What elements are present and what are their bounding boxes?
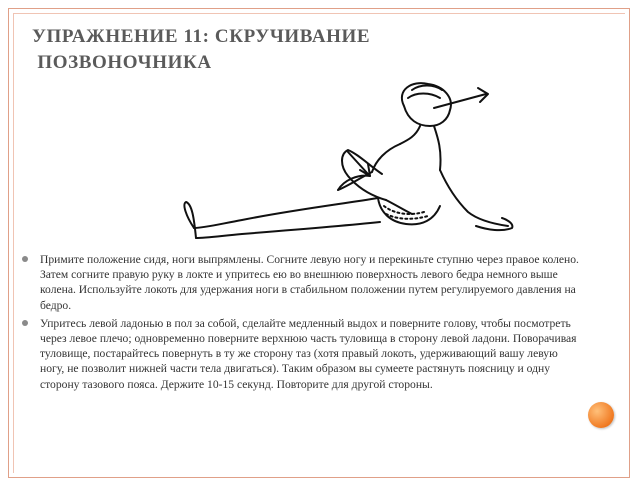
bullet-icon: [22, 256, 28, 262]
slide-title: [32, 24, 552, 76]
list-item: [22, 252, 582, 313]
decorative-circle-icon: [588, 402, 614, 428]
exercise-illustration-icon: [172, 80, 522, 250]
title-line-2: ПОЗВОНОЧНИКА: [32, 52, 212, 73]
bullet-icon: [22, 320, 28, 326]
bullet-text-2: Упритесь левой ладонью в пол за собой, сделайте медленный выдох и поверните голову, чтобы посмотреть через левое плечо; одновременно поверните верхнюю часть туловища в сторону левой ладони. Поворачивая туловище, постарайтесь повернуть в ту же сторону таз (хотя правый локоть, удерживающий вашу левую ногу, не позволит нижней части тела двигаться). Таким образом вы сумеете растянуть поясницу и одну сторону тазового пояса. Держите 10-15 секунд. Повторите для другой стороны.: [40, 316, 577, 391]
title-line-1: УПРАЖНЕНИЕ 11: СКРУЧИВАНИЕ: [32, 26, 371, 47]
bullet-text-1: Примите положение сидя, ноги выпрямлены. Согните левую ногу и перекиньте ступню через правое колено. Затем согните правую руку в локте и упритесь ею во внешнюю поверхность левого бедра немного выше колена. Используйте локоть для удержания ноги в стабильном положении путем регулируемого давления на бедро.: [40, 253, 579, 312]
list-item: [22, 316, 582, 392]
bullet-list: [22, 252, 582, 395]
